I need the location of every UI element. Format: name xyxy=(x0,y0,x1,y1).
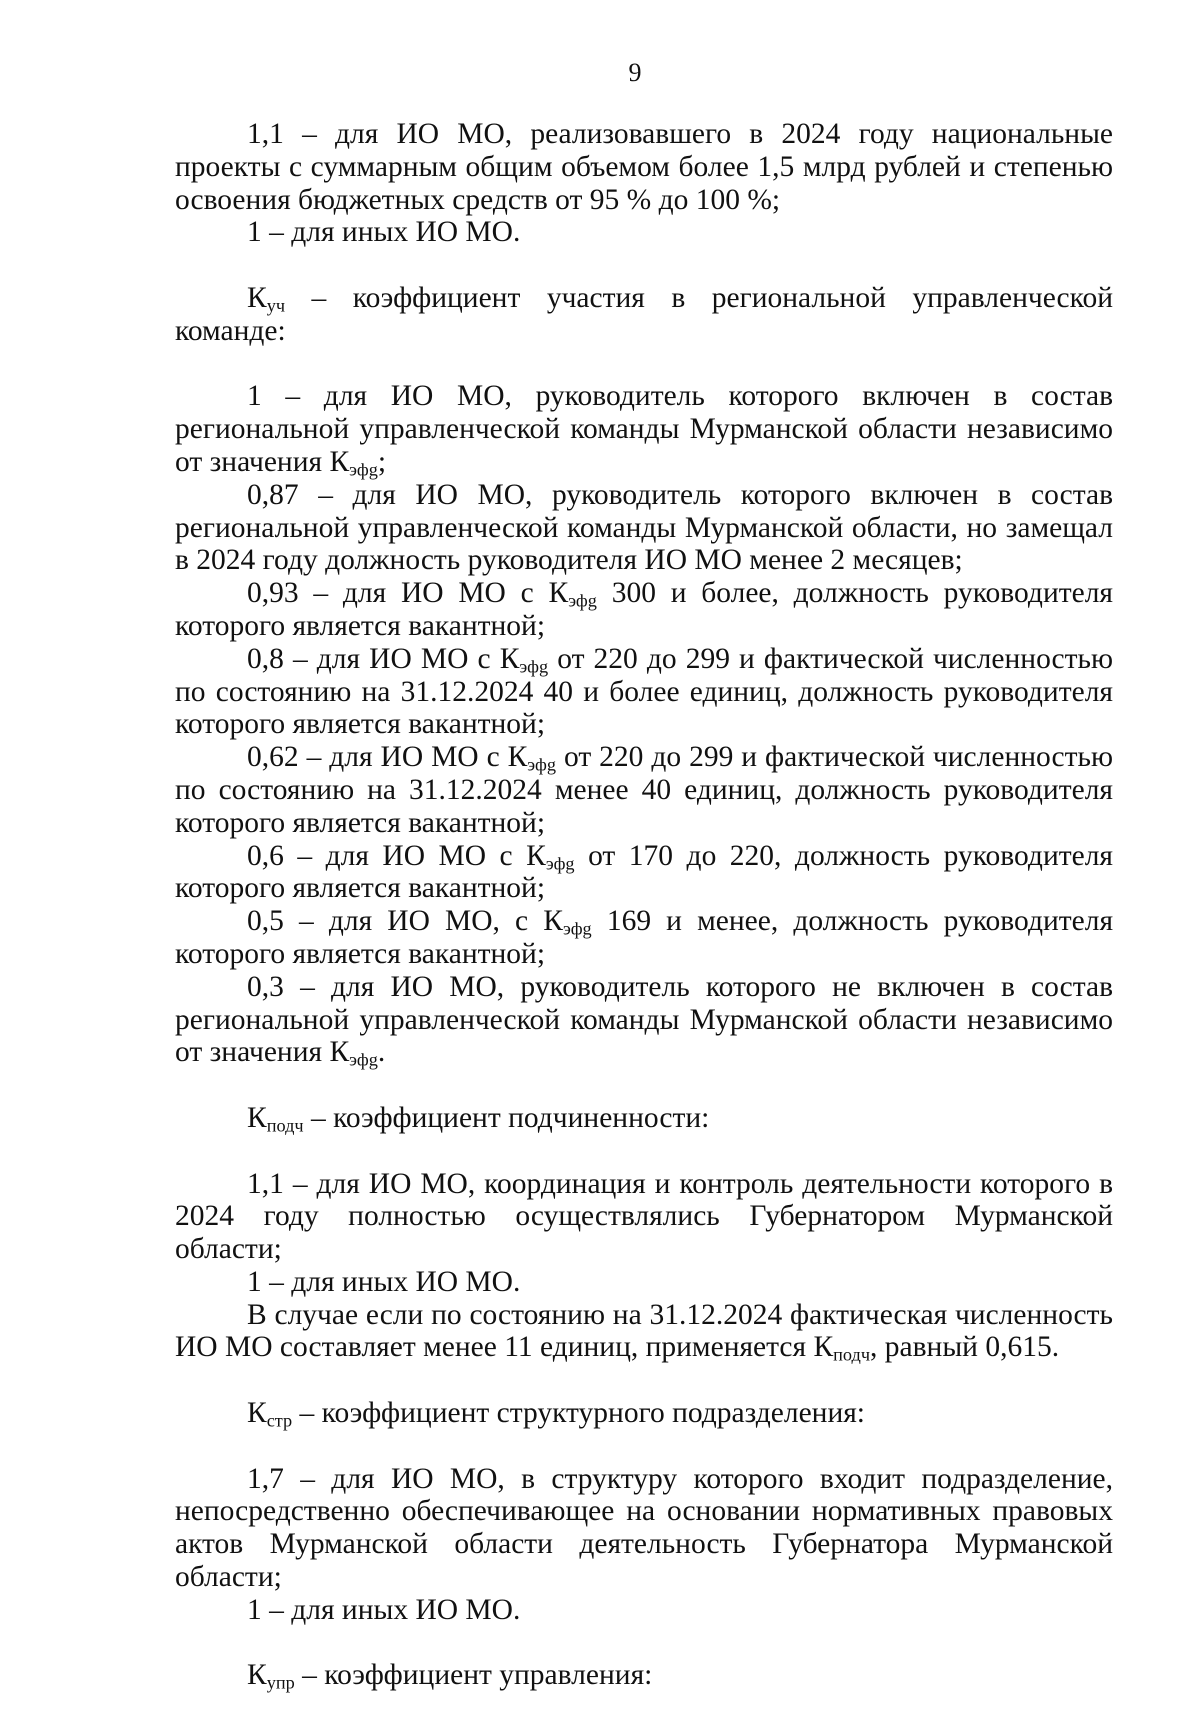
coefficient-value: 1 xyxy=(247,216,262,249)
symbol-kstr: $К_{стр}$ xyxy=(247,1397,293,1431)
paragraph-kuch-062: 0,62 – для ИО МО с $К_{эфg}$ от 220 до 299 и фактической численностью по состоянию на 31.12.2024 менее 40 единиц, должность руководителя которого является вакантной; xyxy=(175,741,1114,839)
symbol-keff: $К_{эфg}$ xyxy=(543,905,592,939)
heading-text: – коэффициент подчиненности: xyxy=(310,1101,710,1134)
symbol-keff: $К_{эфg}$ xyxy=(499,642,549,677)
paragraph-kuch-06: 0,6 – для ИО МО с $К_{эфg}$ от 170 до 220, должность руководителя которого является вакантной; xyxy=(175,839,1114,905)
spacer xyxy=(175,1430,1113,1463)
paragraph-kpodch-1: 1 – для иных ИО МО. xyxy=(247,1265,521,1298)
paragraph-kstr-17: 1,7 – для ИО МО, в структуру которого входит подразделение, непосредственно обеспечивающее на основании нормативных правовых актов Мурманской области деятельность Губернатора Мурманской области; xyxy=(175,1462,1113,1594)
symbol-keff: $К_{эфg}$ xyxy=(507,741,557,775)
heading-text: – коэффициент управления: xyxy=(302,1659,653,1692)
page-number: 9 xyxy=(628,58,642,87)
spacer xyxy=(175,348,1113,381)
spacer xyxy=(175,1069,1113,1102)
paragraph-text: – для иных ИО МО. xyxy=(269,216,521,249)
paragraph-kuch-1: 1 – для ИО МО, руководитель которого включен в состав региональной управленческой команды Мурманской области независимо от значения $К_{эфg}$; xyxy=(175,380,1113,480)
paragraph-kuch-093: 0,93 – для ИО МО с $К_{эфg}$ 300 и более, должность руководителя которого является вакантной; xyxy=(175,577,1114,642)
symbol-kpodch: $К_{подч}$ xyxy=(813,1331,871,1366)
paragraph-kuch-08: 0,8 – для ИО МО с $К_{эфg}$ от 220 до 299 и фактической численностью по состоянию на 31.12.2024 40 и более единиц, должность руководителя которого является вакантной; xyxy=(175,642,1114,741)
spacer xyxy=(175,1135,1113,1168)
paragraph-national-projects xyxy=(175,118,1113,216)
spacer xyxy=(175,1627,1113,1660)
heading-kstr xyxy=(175,1397,1113,1430)
heading-text: – коэффициент участия в региональной управленческой команде: xyxy=(175,281,1113,347)
coefficient-value: 1,1 xyxy=(247,118,284,150)
symbol-keff: $К_{эфg}$ xyxy=(526,839,575,874)
document-body xyxy=(175,118,1113,1692)
heading-kuch xyxy=(175,282,1113,348)
symbol-keff: $К_{эфg}$ xyxy=(329,445,378,480)
symbol-kpodch: $К_{подч}$ xyxy=(247,1101,304,1136)
paragraph-kstr-1: 1 – для иных ИО МО. xyxy=(247,1593,521,1626)
paragraph-kuch-087: 0,87 – для ИО МО, руководитель которого включен в состав региональной управленческой команды Мурманской области, но замещал в 2024 году должность руководителя ИО МО менее 2 месяцев; xyxy=(175,478,1114,577)
spacer xyxy=(175,1364,1113,1397)
heading-kpodch xyxy=(175,1102,1113,1135)
symbol-keff: $К_{эфg}$ xyxy=(329,1036,378,1070)
paragraph-other-bodies xyxy=(175,216,1113,249)
heading-text: – коэффициент структурного подразделения: xyxy=(299,1397,866,1430)
paragraph-kpodch-note: В случае если по состоянию на 31.12.2024 фактическая численность ИО МО составляет менее 11 единиц, применяется $К_{подч}$, равный 0,615. xyxy=(175,1298,1113,1366)
paragraph-kpodch-11: 1,1 – для ИО МО, координация и контроль деятельности которого в 2024 году полностью осуществлялись Губернатором Мурманской области; xyxy=(175,1167,1113,1266)
symbol-kupr: $К_{упр}$ xyxy=(247,1659,295,1694)
symbol-keff: $К_{эфg}$ xyxy=(548,577,597,611)
symbol-kuch: $К_{уч}$ xyxy=(247,281,286,316)
paragraph-kuch-05: 0,5 – для ИО МО, с $К_{эфg}$ 169 и менее, должность руководителя которого является вакантной; xyxy=(175,905,1114,970)
paragraph-text: – для ИО МО, реализовавшего в 2024 году национальные проекты с суммарным общим объемом более 1,5 млрд рублей и степенью освоения бюджетных средств от 95 % до 100 %; xyxy=(175,118,1114,216)
heading-kupr xyxy=(175,1659,1113,1692)
spacer xyxy=(175,249,1113,282)
paragraph-kuch-03: 0,3 – для ИО МО, руководитель которого не включен в состав региональной управленческой команды Мурманской области независимо от значения $К_{эфg}$. xyxy=(175,970,1114,1070)
